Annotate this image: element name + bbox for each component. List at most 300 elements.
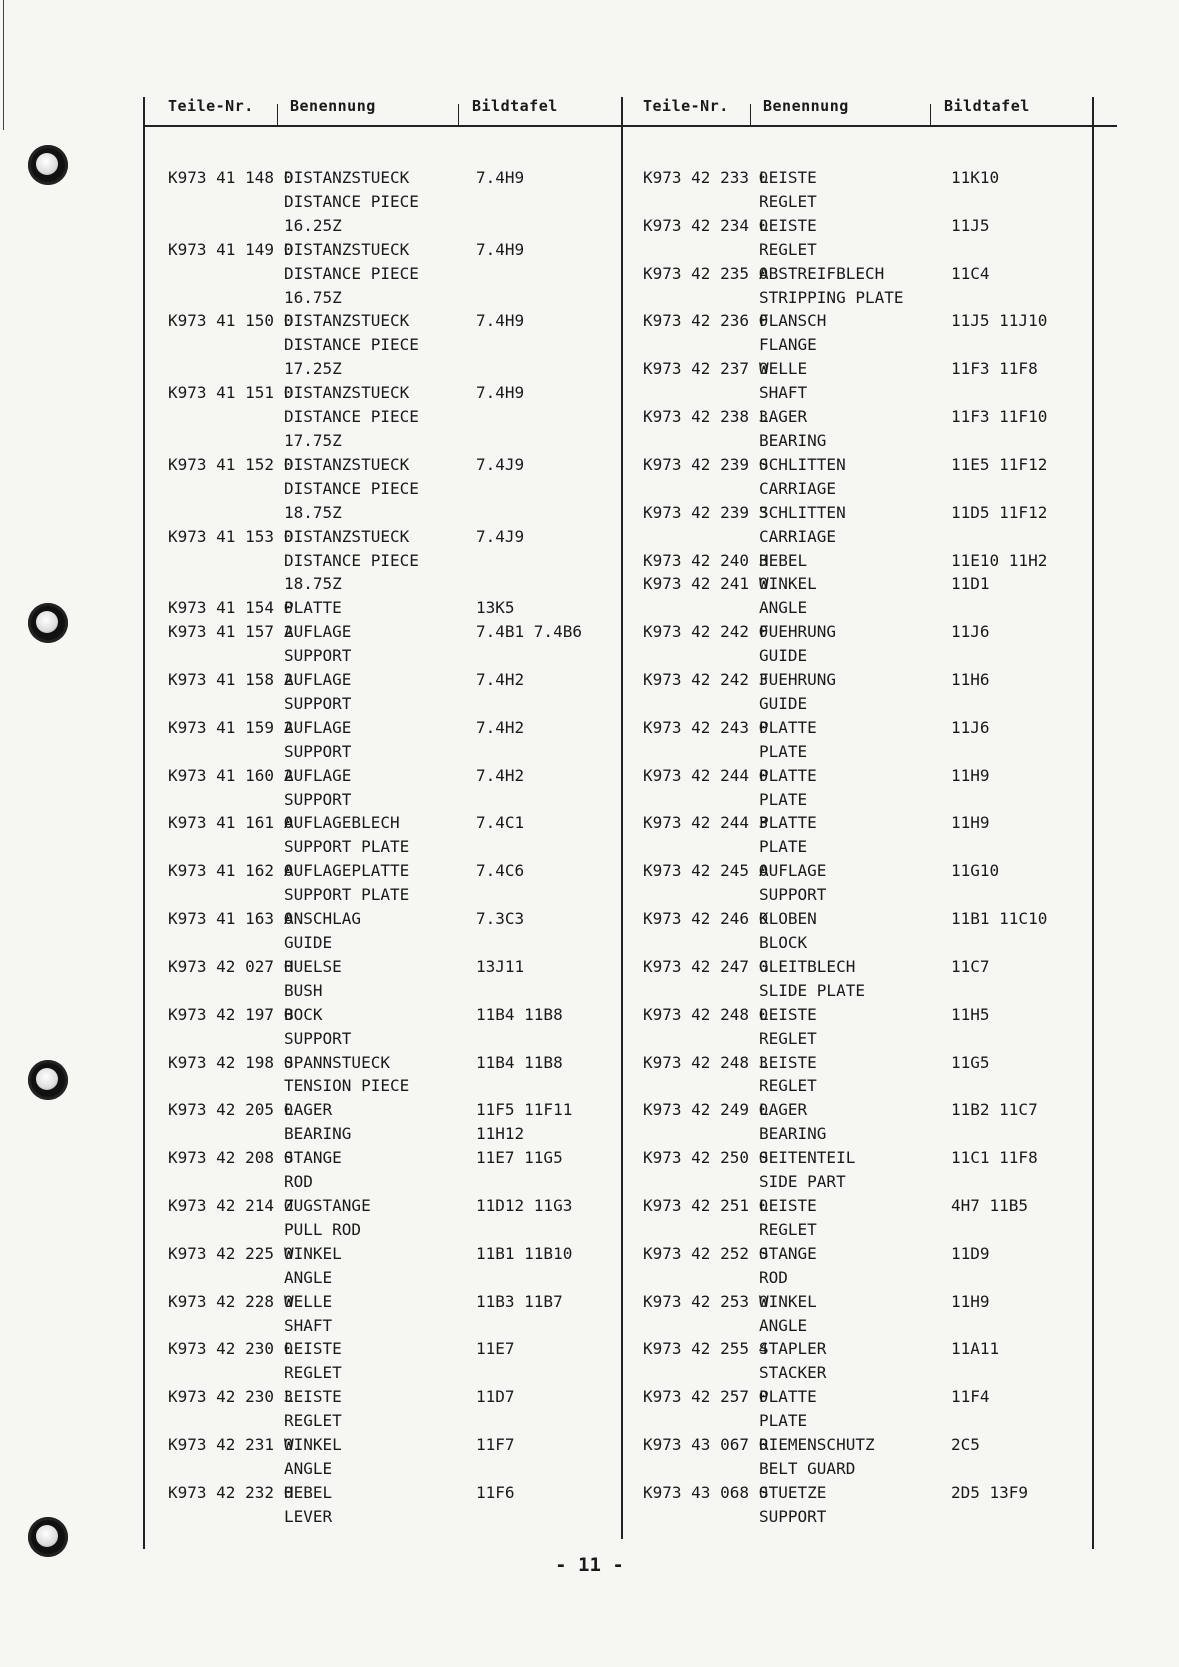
part-name-english: TENSION PIECE — [284, 1076, 410, 1096]
part-name-english: REGLET — [284, 1363, 342, 1383]
plate-reference: 11H6 — [951, 670, 990, 690]
plate-reference: 7.4H9 — [476, 239, 525, 259]
part-number: K973 42 251 0 — [643, 1195, 769, 1215]
plate-reference: 11F4 — [951, 1387, 990, 1407]
part-name-english: REGLET — [759, 239, 817, 259]
part-number: K973 42 237 0 — [643, 359, 769, 379]
part-name-english: REGLET — [759, 191, 817, 211]
part-entry — [643, 549, 1103, 573]
part-name-english: ANGLE — [284, 1458, 333, 1478]
part-number: K973 42 248 3 — [643, 1052, 769, 1072]
plate-reference: 2D5 13F9 — [951, 1482, 1029, 1502]
part-number: K973 42 228 0 — [168, 1291, 294, 1311]
part-name-english: REGLET — [284, 1411, 342, 1431]
part-name-german: STAPLER — [759, 1339, 827, 1359]
part-name-english: 17.25Z — [284, 359, 342, 379]
part-name-german: DISTANZSTUECK — [284, 383, 410, 403]
plate-reference: 11F3 11F8 — [951, 359, 1038, 379]
part-name-english: DISTANCE PIECE — [284, 478, 419, 498]
part-number: K973 43 067 0 — [643, 1435, 769, 1455]
part-name-german: AUFLAGEPLATTE — [284, 861, 410, 881]
part-number: K973 42 230 3 — [168, 1387, 294, 1407]
part-number: K973 41 151 0 — [168, 383, 294, 403]
plate-reference: 11B3 11B7 — [476, 1291, 563, 1311]
part-name-english: 18.75Z — [284, 574, 342, 594]
part-name-english: SUPPORT — [284, 1028, 352, 1048]
part-name-english: ROD — [759, 1267, 788, 1287]
part-number: K973 41 152 0 — [168, 454, 294, 474]
part-number: K973 42 243 0 — [643, 717, 769, 737]
plate-reference: 11H9 — [951, 813, 990, 833]
part-name-german: FUEHRUNG — [759, 670, 837, 690]
header-bildtafel-left: Bildtafel — [472, 97, 558, 115]
plate-reference: 11D1 — [951, 574, 990, 594]
part-number: K973 42 198 0 — [168, 1052, 294, 1072]
part-entry — [643, 907, 1103, 955]
part-name-german: WINKEL — [284, 1435, 342, 1455]
part-name-english: ANGLE — [284, 1267, 333, 1287]
part-entry — [168, 453, 628, 525]
part-entry — [168, 955, 628, 1003]
part-name-german: HUELSE — [284, 956, 342, 976]
part-entry — [168, 1194, 628, 1242]
part-number: K973 41 159 2 — [168, 717, 294, 737]
part-name-english: SLIDE PLATE — [759, 980, 865, 1000]
part-name-english: DISTANCE PIECE — [284, 191, 419, 211]
header-tick — [750, 104, 751, 126]
part-name-german: LAGER — [759, 407, 808, 427]
part-name-english: SUPPORT PLATE — [284, 837, 410, 857]
part-name-english: 17.75Z — [284, 430, 342, 450]
part-name-german: WINKEL — [759, 574, 817, 594]
binder-hole — [28, 1060, 68, 1100]
part-entry — [168, 1146, 628, 1194]
part-entry — [168, 1051, 628, 1099]
part-name-german: ZUGSTANGE — [284, 1195, 371, 1215]
part-name-german: PLATTE — [759, 717, 817, 737]
part-number: K973 42 252 0 — [643, 1243, 769, 1263]
part-entry — [643, 716, 1103, 764]
plate-reference: 11E7 11G5 — [476, 1148, 563, 1168]
part-name-german: ABSTREIFBLECH — [759, 263, 885, 283]
part-name-english: DISTANCE PIECE — [284, 407, 419, 427]
part-name-english: SUPPORT — [284, 789, 352, 809]
plate-reference: 7.4C6 — [476, 861, 525, 881]
part-name-english: SUPPORT — [284, 741, 352, 761]
part-name-english: SIDE PART — [759, 1172, 846, 1192]
part-number: K973 41 160 2 — [168, 765, 294, 785]
part-number: K973 42 253 0 — [643, 1291, 769, 1311]
part-name-english: PLATE — [759, 789, 808, 809]
part-number: K973 42 236 0 — [643, 311, 769, 331]
part-number: K973 43 068 0 — [643, 1482, 769, 1502]
part-name-english: BELT GUARD — [759, 1458, 856, 1478]
plate-reference: 7.4H2 — [476, 670, 525, 690]
plate-reference: 11F5 11F11 — [476, 1100, 573, 1120]
part-number: K973 42 248 0 — [643, 1004, 769, 1024]
part-name-german: RIEMENSCHUTZ — [759, 1435, 875, 1455]
part-number: K973 42 247 0 — [643, 956, 769, 976]
part-name-german: SPANNSTUECK — [284, 1052, 390, 1072]
part-name-german: DISTANZSTUECK — [284, 239, 410, 259]
part-number: K973 42 214 0 — [168, 1195, 294, 1215]
part-entry — [643, 1290, 1103, 1338]
binder-hole — [28, 603, 68, 643]
plate-reference: 11C1 11F8 — [951, 1148, 1038, 1168]
part-number: K973 41 163 0 — [168, 909, 294, 929]
plate-reference: 11D9 — [951, 1243, 990, 1263]
part-name-english: 16.75Z — [284, 287, 342, 307]
part-entry — [643, 453, 1103, 501]
binder-hole — [28, 145, 68, 185]
part-name-german: LAGER — [759, 1100, 808, 1120]
part-entry — [643, 1337, 1103, 1385]
part-name-german: DISTANZSTUECK — [284, 168, 410, 187]
part-entry — [643, 405, 1103, 453]
page-number: - 11 - — [555, 1554, 624, 1576]
part-name-english: PULL ROD — [284, 1219, 362, 1239]
plate-reference: 11B1 11B10 — [476, 1243, 573, 1263]
part-entry — [643, 859, 1103, 907]
part-entry — [168, 166, 628, 238]
part-number: K973 41 153 0 — [168, 526, 294, 546]
part-name-german: AUFLAGEBLECH — [284, 813, 400, 833]
plate-reference: 7.4J9 — [476, 454, 525, 474]
part-name-german: LEISTE — [759, 1195, 817, 1215]
part-name-english: SUPPORT — [284, 693, 352, 713]
part-name-german: SCHLITTEN — [759, 454, 846, 474]
part-number: K973 42 249 0 — [643, 1100, 769, 1120]
part-name-english: BEARING — [284, 1124, 352, 1144]
plate-reference: 2C5 — [951, 1435, 980, 1455]
plate-reference: 11F7 — [476, 1435, 515, 1455]
part-name-english: FLANGE — [759, 335, 817, 355]
part-name-german: LEISTE — [759, 215, 817, 235]
part-name-english: 16.25Z — [284, 215, 342, 235]
part-number: K973 42 257 0 — [643, 1387, 769, 1407]
part-name-english: DISTANCE PIECE — [284, 335, 419, 355]
part-name-english: DISTANCE PIECE — [284, 550, 419, 570]
part-number: K973 42 242 3 — [643, 670, 769, 690]
part-entry — [643, 1194, 1103, 1242]
part-number: K973 42 244 0 — [643, 765, 769, 785]
part-number: K973 42 250 0 — [643, 1148, 769, 1168]
part-name-german: STUETZE — [759, 1482, 827, 1502]
part-name-english: SHAFT — [284, 1315, 333, 1335]
part-name-english: REGLET — [759, 1028, 817, 1048]
part-entry — [643, 309, 1103, 357]
part-entry — [643, 1481, 1103, 1529]
part-entry — [168, 1242, 628, 1290]
part-entry — [643, 1146, 1103, 1194]
part-name-english: PLATE — [759, 1411, 808, 1431]
part-entry — [643, 572, 1103, 620]
part-name-german: SEITENTEIL — [759, 1148, 856, 1168]
plate-reference: 11D12 11G3 — [476, 1195, 573, 1215]
part-name-german: WINKEL — [759, 1291, 817, 1311]
part-name-german: AUFLAGE — [759, 861, 827, 881]
part-name-german: HEBEL — [284, 1482, 333, 1502]
part-number: K973 42 246 0 — [643, 909, 769, 929]
plate-reference: 11B1 11C10 — [951, 909, 1048, 929]
part-name-english: PLATE — [759, 741, 808, 761]
part-number: K973 41 158 2 — [168, 670, 294, 690]
header-benennung-right: Benennung — [763, 97, 849, 115]
plate-reference: 11J6 — [951, 717, 990, 737]
part-number: K973 41 162 0 — [168, 861, 294, 881]
part-name-german: DISTANZSTUECK — [284, 311, 410, 331]
plate-reference: 7.4H2 — [476, 765, 525, 785]
part-name-german: WELLE — [759, 359, 808, 379]
part-name-english: BUSH — [284, 980, 323, 1000]
plate-reference: 11C4 — [951, 263, 990, 283]
header-benennung-left: Benennung — [290, 97, 376, 115]
plate-reference: 11E10 11H2 — [951, 550, 1048, 570]
part-name-german: DISTANZSTUECK — [284, 526, 410, 546]
part-name-german: PLATTE — [759, 1387, 817, 1407]
part-name-german: PLATTE — [759, 765, 817, 785]
part-name-english: GUIDE — [759, 693, 808, 713]
part-entry — [168, 1098, 628, 1146]
part-number: K973 41 148 0 — [168, 168, 294, 187]
part-entry — [643, 1385, 1103, 1433]
part-entry — [643, 1051, 1103, 1099]
part-entry — [643, 1433, 1103, 1481]
plate-reference: 11J5 — [951, 215, 990, 235]
plate-reference: 11K10 — [951, 168, 1000, 187]
part-number: K973 42 239 3 — [643, 502, 769, 522]
plate-reference: 11E5 11F12 — [951, 454, 1048, 474]
part-number: K973 42 230 0 — [168, 1339, 294, 1359]
plate-reference: 7.4C1 — [476, 813, 525, 833]
part-number: K973 42 244 3 — [643, 813, 769, 833]
plate-reference: 13K5 — [476, 598, 515, 618]
plate-reference: 11E7 — [476, 1339, 515, 1359]
part-name-english: LEVER — [284, 1506, 333, 1526]
part-name-german: AUFLAGE — [284, 765, 352, 785]
plate-reference: 7.4H9 — [476, 311, 525, 331]
part-name-german: PLATTE — [284, 598, 342, 618]
plate-reference: 7.4H9 — [476, 168, 525, 187]
parts-list-right — [643, 166, 1103, 1529]
part-entry — [168, 596, 628, 620]
part-entry — [643, 668, 1103, 716]
part-name-english: GUIDE — [759, 646, 808, 666]
scan-edge-line — [3, 0, 4, 130]
header-rule — [143, 125, 1117, 127]
part-entry — [168, 381, 628, 453]
part-name-german: WELLE — [284, 1291, 333, 1311]
plate-reference: 11J6 — [951, 622, 990, 642]
part-name-german: AUFLAGE — [284, 622, 352, 642]
part-name-english: REGLET — [759, 1076, 817, 1096]
part-name-german: WINKEL — [284, 1243, 342, 1263]
plate-reference: 11H9 — [951, 1291, 990, 1311]
part-entry — [168, 1337, 628, 1385]
plate-reference: 11F3 11F10 — [951, 407, 1048, 427]
plate-reference: 7.4H2 — [476, 717, 525, 737]
header-bildtafel-right: Bildtafel — [944, 97, 1030, 115]
plate-reference: 11H9 — [951, 765, 990, 785]
part-name-german: BOCK — [284, 1004, 323, 1024]
part-name-english: STRIPPING PLATE — [759, 287, 904, 307]
part-number: K973 42 245 0 — [643, 861, 769, 881]
part-number: K973 42 239 0 — [643, 454, 769, 474]
part-number: K973 42 238 3 — [643, 407, 769, 427]
part-name-german: STANGE — [759, 1243, 817, 1263]
part-name-german: AUFLAGE — [284, 670, 352, 690]
plate-reference: 11G5 — [951, 1052, 990, 1072]
part-entry — [643, 1003, 1103, 1051]
part-name-english: ANGLE — [759, 598, 808, 618]
part-entry — [168, 668, 628, 716]
part-name-german: LEISTE — [759, 1004, 817, 1024]
plate-reference: 11G10 — [951, 861, 1000, 881]
part-number: K973 41 161 0 — [168, 813, 294, 833]
part-name-german: LEISTE — [284, 1387, 342, 1407]
plate-reference: 11B4 11B8 — [476, 1052, 563, 1072]
plate-reference: 11C7 — [951, 956, 990, 976]
part-number: K973 42 234 0 — [643, 215, 769, 235]
part-number: K973 42 255 4 — [643, 1339, 769, 1359]
part-number: K973 42 235 0 — [643, 263, 769, 283]
part-name-english: GUIDE — [284, 933, 333, 952]
part-name-english: STACKER — [759, 1363, 827, 1383]
part-name-german: SCHLITTEN — [759, 502, 846, 522]
part-number: K973 41 157 2 — [168, 622, 294, 642]
part-entry — [643, 262, 1103, 310]
part-number: K973 42 232 0 — [168, 1482, 294, 1502]
part-entry — [643, 1098, 1103, 1146]
part-entry — [168, 620, 628, 668]
part-name-german: LEISTE — [284, 1339, 342, 1359]
part-name-english: SUPPORT PLATE — [284, 885, 410, 905]
part-number: K973 41 149 0 — [168, 239, 294, 259]
plate-reference: 11H5 — [951, 1004, 990, 1024]
part-entry — [168, 525, 628, 597]
plate-reference: 11B2 11C7 — [951, 1100, 1038, 1120]
part-entry — [168, 811, 628, 859]
part-entry — [643, 955, 1103, 1003]
plate-reference: 13J11 — [476, 956, 525, 976]
part-name-english: SUPPORT — [759, 1506, 827, 1526]
part-name-german: LAGER — [284, 1100, 333, 1120]
part-entry — [643, 811, 1103, 859]
part-name-german: FLANSCH — [759, 311, 827, 331]
part-name-english: SUPPORT — [284, 646, 352, 666]
part-entry — [168, 859, 628, 907]
part-name-german: PLATTE — [759, 813, 817, 833]
part-name-german: FUEHRUNG — [759, 622, 837, 642]
header-teile-nr-right: Teile-Nr. — [643, 97, 729, 115]
part-number: K973 42 208 0 — [168, 1148, 294, 1168]
part-entry — [168, 1481, 628, 1529]
part-name-german: KLOBEN — [759, 909, 817, 929]
part-name-english: 18.75Z — [284, 502, 342, 522]
plate-reference: 11F6 — [476, 1482, 515, 1502]
part-name-german: ANSCHLAG — [284, 909, 362, 929]
plate-reference: 11B4 11B8 — [476, 1004, 563, 1024]
part-name-english: SUPPORT — [759, 885, 827, 905]
part-entry — [168, 764, 628, 812]
part-number: K973 42 233 0 — [643, 168, 769, 187]
part-name-german: LEISTE — [759, 1052, 817, 1072]
header-teile-nr-left: Teile-Nr. — [168, 97, 254, 115]
part-name-english: CARRIAGE — [759, 478, 837, 498]
part-name-english: BEARING — [759, 430, 827, 450]
part-number: K973 42 241 0 — [643, 574, 769, 594]
plate-reference: 4H7 11B5 — [951, 1195, 1029, 1215]
binder-hole — [28, 1517, 68, 1557]
parts-list-left — [168, 166, 628, 1529]
part-name-english: BEARING — [759, 1124, 827, 1144]
part-number: K973 42 027 0 — [168, 956, 294, 976]
part-name-english: ANGLE — [759, 1315, 808, 1335]
part-name-german: GLEITBLECH — [759, 956, 856, 976]
plate-reference: 11D7 — [476, 1387, 515, 1407]
part-name-german: STANGE — [284, 1148, 342, 1168]
part-entry — [168, 1290, 628, 1338]
part-name-english: REGLET — [759, 1219, 817, 1239]
part-entry — [168, 1385, 628, 1433]
part-entry — [643, 764, 1103, 812]
part-number: K973 42 231 0 — [168, 1435, 294, 1455]
header-tick — [930, 104, 931, 126]
part-number: K973 41 150 0 — [168, 311, 294, 331]
header-tick — [458, 104, 459, 126]
part-number: K973 42 197 0 — [168, 1004, 294, 1024]
part-entry — [643, 166, 1103, 214]
part-name-english: DISTANCE PIECE — [284, 263, 419, 283]
part-entry — [168, 309, 628, 381]
part-number: K973 42 225 0 — [168, 1243, 294, 1263]
plate-reference: 11D5 11F12 — [951, 502, 1048, 522]
plate-reference: 7.4J9 — [476, 526, 525, 546]
plate-reference: 11J5 11J10 — [951, 311, 1048, 331]
part-entry — [168, 907, 628, 955]
plate-reference: 11H12 — [476, 1124, 525, 1144]
part-entry — [168, 716, 628, 764]
part-name-english: CARRIAGE — [759, 526, 837, 546]
part-entry — [643, 620, 1103, 668]
part-entry — [168, 1433, 628, 1481]
part-entry — [643, 501, 1103, 549]
part-name-english: PLATE — [759, 837, 808, 857]
part-name-english: BLOCK — [759, 933, 808, 952]
part-entry — [643, 357, 1103, 405]
part-number: K973 42 240 3 — [643, 550, 769, 570]
part-name-german: AUFLAGE — [284, 717, 352, 737]
plate-reference: 7.4B1 7.4B6 — [476, 622, 582, 642]
part-entry — [643, 214, 1103, 262]
table-left-border — [143, 97, 145, 1549]
part-name-english: SHAFT — [759, 383, 808, 403]
header-tick — [277, 104, 278, 126]
part-name-german: HEBEL — [759, 550, 808, 570]
part-name-english: ROD — [284, 1172, 313, 1192]
part-name-german: DISTANZSTUECK — [284, 454, 410, 474]
part-number: K973 42 242 0 — [643, 622, 769, 642]
part-name-german: LEISTE — [759, 168, 817, 187]
part-number: K973 42 205 0 — [168, 1100, 294, 1120]
part-entry — [168, 238, 628, 310]
part-number: K973 41 154 0 — [168, 598, 294, 618]
part-entry — [643, 1242, 1103, 1290]
part-entry — [168, 1003, 628, 1051]
plate-reference: 7.4H9 — [476, 383, 525, 403]
plate-reference: 11A11 — [951, 1339, 1000, 1359]
plate-reference: 7.3C3 — [476, 909, 525, 929]
